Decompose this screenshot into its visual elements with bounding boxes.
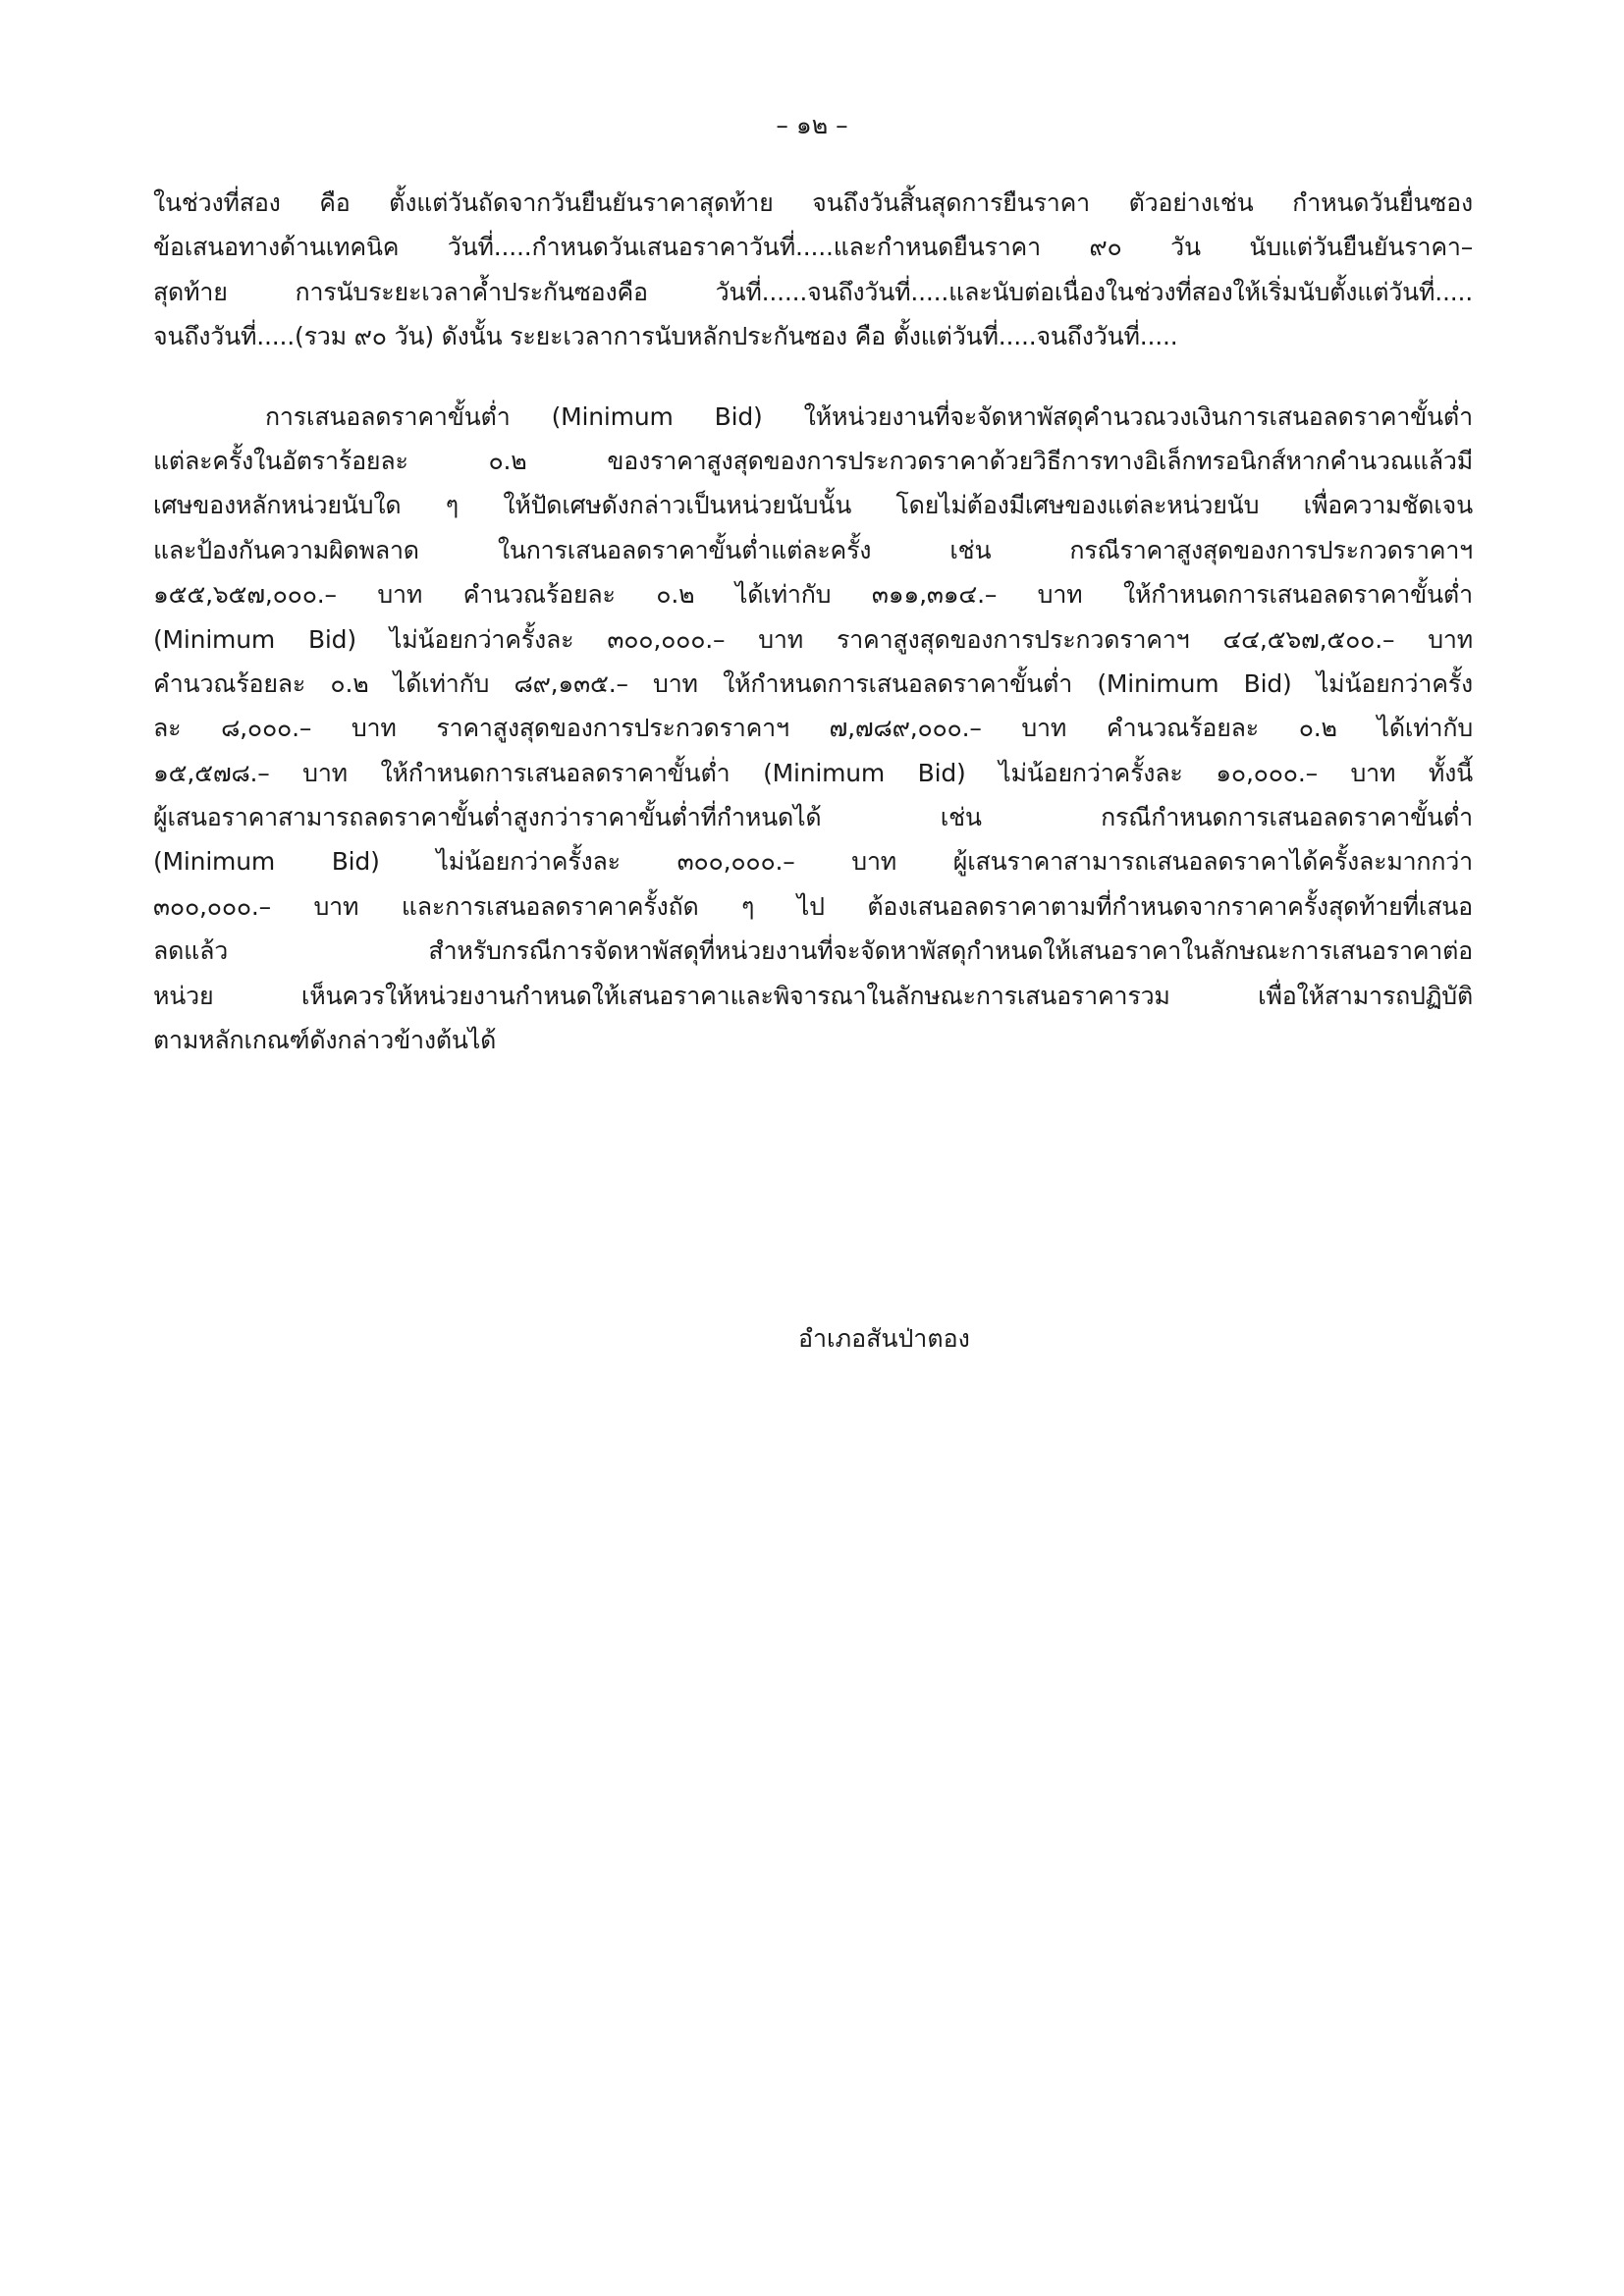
text-line: ผู้เสนอราคาสามารถลดราคาขั้นต่ำสูงกว่าราคาขั้นต่ำที่กำหนดได้ เช่น กรณีกำหนดการเสนอลดราคาขั้นต่ำ [153,803,1473,832]
text-line: (Minimum Bid) ไม่น้อยกว่าครั้งละ ๓๐๐,๐๐๐.– บาท ผู้เสนราคาสามารถเสนอลดราคาได้ครั้งละมากกว่า [153,847,1473,877]
text-line: ละ ๘,๐๐๐.– บาท ราคาสูงสุดของการประกวดราคาฯ ๗,๗๘๙,๐๐๐.– บาท คำนวณร้อยละ ๐.๒ ได้เท่ากับ [153,714,1473,743]
text-line: ตามหลักเกณฑ์ดังกล่าวข้างต้นได้ [153,1026,497,1055]
page-number: – ๑๒ – [776,111,848,139]
text-line: ๓๐๐,๐๐๐.– บาท และการเสนอลดราคาครั้งถัด ๆ ไป ต้องเสนอลดราคาตามที่กำหนดจากราคาครั้งสุดท้ายที่เสนอ [153,891,1473,921]
text-line: เศษของหลักหน่วยนับใด ๆ ให้ปัดเศษดังกล่าวเป็นหน่วยนับนั้น โดยไม่ต้องมีเศษของแต่ละหน่วยนับ เพื่อความชัดเจน [153,491,1473,520]
text-line: ๑๕,๕๗๘.– บาท ให้กำหนดการเสนอลดราคาขั้นต่ำ (Minimum Bid) ไม่น้อยกว่าครั้งละ ๑๐,๐๐๐.– บาท ทั้งนี้ [153,758,1473,787]
text-line: ข้อเสนอทางด้านเทคนิค วันที่.....กำหนดวันเสนอราคาวันที่.....และกำหนดยืนราคา ๙๐ วัน นับแต่วันยืนยันราคา– [153,233,1473,262]
text-line: หน่วย เห็นควรให้หน่วยงานกำหนดให้เสนอราคาและพิจารณาในลักษณะการเสนอราคารวม เพื่อให้สามารถปฏิบัติ [153,981,1473,1010]
text-line: แต่ละครั้งในอัตราร้อยละ ๐.๒ ของราคาสูงสุดของการประกวดราคาด้วยวิธีการทางอิเล็กทรอนิกส์หากคำนวณแล้วมี [153,446,1473,475]
text-line: ในช่วงที่สอง คือ ตั้งแต่วันถัดจากวันยืนยันราคาสุดท้าย จนถึงวันสิ้นสุดการยืนราคา ตัวอย่างเช่น กำหนดวันยื่นซอง [153,188,1473,217]
text-line: สุดท้าย การนับระยะเวลาค้ำประกันซองคือ วันที่......จนถึงวันที่.....และนับต่อเนื่องในช่วงที่สองให้เริ่มนับตั้งแต่วันที่..... [153,277,1473,306]
paragraph-minimum-bid [153,395,1473,1063]
text-line: ๑๕๕,๖๕๗,๐๐๐.– บาท คำนวณร้อยละ ๐.๒ ได้เท่ากับ ๓๑๑,๓๑๔.– บาท ให้กำหนดการเสนอลดราคาขั้นต่ำ [153,580,1473,610]
paragraph-bid-guarantee-period [153,181,1473,359]
document-body [153,181,1473,1062]
text-line: จนถึงวันที่.....(รวม ๙๐ วัน) ดังนั้น ระยะเวลาการนับหลักประกันซอง คือ ตั้งแต่วันที่.....จนถึงวันที่..... [153,322,1178,351]
issuing-office: อำเภอสันป่าตอง [798,1324,970,1353]
text-line: การเสนอลดราคาขั้นต่ำ (Minimum Bid) ให้หน่วยงานที่จะจัดหาพัสดุคำนวณวงเงินการเสนอลดราคาขั้นต่ำ [265,401,1473,431]
text-line: ลดแล้ว สำหรับกรณีการจัดหาพัสดุที่หน่วยงานที่จะจัดหาพัสดุกำหนดให้เสนอราคาในลักษณะการเสนอราคาต่อ [153,936,1473,966]
text-line: คำนวณร้อยละ ๐.๒ ได้เท่ากับ ๘๙,๑๓๕.– บาท ให้กำหนดการเสนอลดราคาขั้นต่ำ (Minimum Bid) ไม่น้อยกว่าครั้ง [153,668,1473,698]
text-line: (Minimum Bid) ไม่น้อยกว่าครั้งละ ๓๐๐,๐๐๐.– บาท ราคาสูงสุดของการประกวดราคาฯ ๔๔,๕๖๗,๕๐๐.– บาท [153,624,1473,654]
text-line: และป้องกันความผิดพลาด ในการเสนอลดราคาขั้นต่ำแต่ละครั้ง เช่น กรณีราคาสูงสุดของการประกวดราคาฯ [153,535,1473,564]
